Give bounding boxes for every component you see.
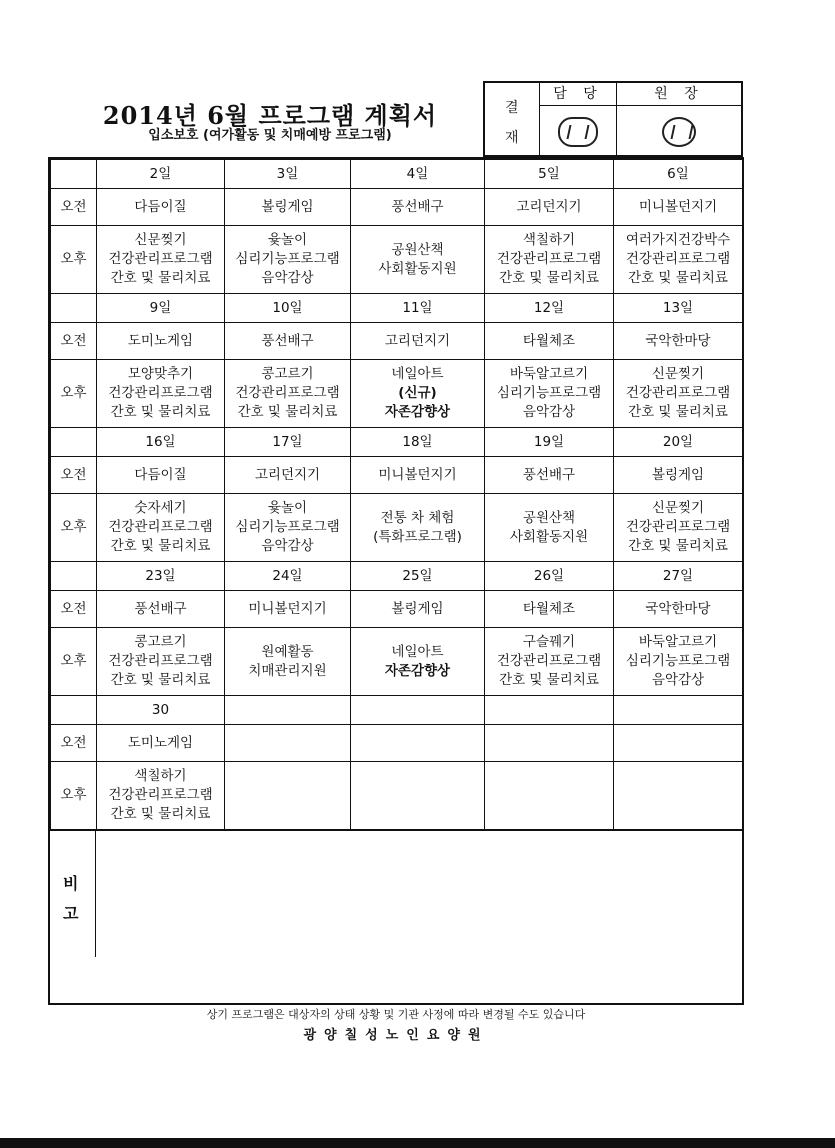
activity-line: 간호 및 물리치료 [237,404,338,420]
date-cell: 3일 [225,160,351,189]
page-subtitle: 입소보호 (여가활동 및 치매예방 프로그램) [148,128,392,143]
afternoon-activity [351,762,485,830]
activity-line: 건강관리프로그램 [108,385,213,401]
afternoon-activity [614,360,743,428]
activity-line: 신문찢기 [651,500,705,516]
activity-line: 사회활동지원 [378,260,457,277]
morning-row [51,457,743,494]
morning-activity: 타월체조 [485,323,614,360]
remarks-section [50,830,742,957]
remarks-label-1: 비 [63,874,79,893]
activity-line: 간호 및 물리치료 [110,404,211,420]
pm-label: 오후 [51,226,97,294]
morning-activity: 도미노게임 [97,323,225,360]
activity-line: 전통 차 체험 [380,509,455,526]
afternoon-activity [614,226,743,294]
approval-box [483,81,743,157]
activity-line: 바둑알고르기 [638,634,718,650]
afternoon-activity [97,762,225,830]
date-row [51,294,743,323]
activity-line: 간호 및 물리치료 [110,672,211,688]
morning-activity: 풍선배구 [485,457,614,494]
morning-activity: 타월체조 [485,591,614,628]
activity-line: 음악감상 [522,404,576,420]
manager-signature-stamp [558,117,598,147]
morning-row [51,323,743,360]
morning-activity: 다듬이질 [97,457,225,494]
afternoon-activity [225,360,351,428]
activity-line: 건강관리프로그램 [108,787,213,803]
activity-line: 심리기능프로그램 [235,519,340,535]
date-cell: 17일 [225,428,351,457]
activity-line: 공원산책 [391,241,444,258]
activity-line: 자존감향상 [384,404,451,420]
afternoon-row [51,494,743,562]
date-cell: 27일 [614,562,743,591]
activity-line: 간호 및 물리치료 [499,270,599,286]
page-title: 2014년 6월 프로그램 계획서 [102,101,438,130]
activity-line: (특화프로그램) [373,528,462,545]
activity-line: 윷놀이 [267,232,308,248]
morning-activity: 풍선배구 [97,591,225,628]
morning-activity [485,725,614,762]
scan-edge [0,1138,835,1148]
activity-line: 심리기능프로그램 [625,653,731,669]
morning-activity: 미니볼던지기 [225,591,351,628]
morning-activity: 고리던지기 [485,189,614,226]
activity-line: 치매관리지원 [248,662,327,679]
pm-label: 오후 [51,360,97,428]
pm-label: 오후 [51,494,97,562]
activity-line: 건강관리프로그램 [108,653,213,669]
am-label: 오전 [51,457,97,494]
date-cell: 18일 [351,428,485,457]
date-cell: 25일 [351,562,485,591]
activity-line: 간호 및 물리치료 [628,270,728,286]
morning-activity: 국악한마당 [614,591,743,628]
afternoon-activity [485,494,614,562]
date-row [51,428,743,457]
am-label: 오전 [51,591,97,628]
morning-activity: 고리던지기 [351,323,485,360]
activity-line: 심리기능프로그램 [235,251,340,267]
approval-label [485,83,540,155]
morning-activity: 도미노게임 [97,725,225,762]
activity-line: 건강관리프로그램 [108,251,213,267]
morning-activity [351,725,485,762]
activity-line: 자존감향상 [384,662,451,679]
date-cell: 11일 [351,294,485,323]
afternoon-activity [614,628,743,696]
approval-director-column [617,83,741,155]
date-cell: 30 [97,696,225,725]
morning-activity: 볼링게임 [225,189,351,226]
afternoon-activity [351,360,485,428]
date-row-spacer [51,562,97,591]
activity-line: 색칠하기 [134,768,187,784]
date-cell: 4일 [351,160,485,189]
morning-activity: 풍선배구 [351,189,485,226]
activity-line: 콩고르기 [134,634,187,650]
morning-activity: 볼링게임 [614,457,743,494]
approval-label-1: 결 [505,100,519,116]
afternoon-activity [97,226,225,294]
activity-line: 신문찢기 [651,366,705,382]
date-row [51,160,743,189]
afternoon-activity [97,628,225,696]
morning-activity: 풍선배구 [225,323,351,360]
activity-line: 음악감상 [261,538,314,554]
activity-line: 사회활동지원 [509,528,589,545]
afternoon-activity [225,762,351,830]
afternoon-activity [485,360,614,428]
date-cell [351,696,485,725]
activity-line: 음악감상 [261,270,314,286]
activity-line: 음악감상 [651,672,705,688]
morning-activity [614,725,743,762]
afternoon-row [51,762,743,830]
date-cell: 24일 [225,562,351,591]
morning-activity: 미니볼던지기 [614,189,743,226]
date-cell: 6일 [614,160,743,189]
date-row-spacer [51,696,97,725]
schedule-table [50,159,743,830]
afternoon-activity [225,628,351,696]
date-cell [225,696,351,725]
activity-line: 건강관리프로그램 [625,385,731,401]
activity-line: 건강관리프로그램 [625,251,731,267]
activity-line: 간호 및 물리치료 [628,538,728,554]
approval-manager-column [540,83,617,155]
activity-line: 건강관리프로그램 [108,519,213,535]
pm-label: 오후 [51,628,97,696]
activity-line: 건강관리프로그램 [496,653,602,669]
activity-line: 간호 및 물리치료 [110,538,211,554]
date-cell: 5일 [485,160,614,189]
activity-line: 네일아트 [391,366,444,382]
date-cell: 9일 [97,294,225,323]
activity-line: 숫자세기 [134,500,187,516]
afternoon-activity [351,494,485,562]
afternoon-activity [97,494,225,562]
activity-line: 윷놀이 [267,500,308,516]
afternoon-row [51,360,743,428]
activity-line: 심리기능프로그램 [496,385,602,401]
date-cell: 19일 [485,428,614,457]
date-cell: 26일 [485,562,614,591]
director-signature-stamp [662,117,696,147]
footer-note: 상기 프로그램은 대상자의 상태 상황 및 기관 사정에 따라 변경될 수도 있습니다 [206,1008,586,1021]
date-row-spacer [51,294,97,323]
pm-label: 오후 [51,762,97,830]
activity-line: 간호 및 물리치료 [110,806,211,822]
date-cell: 10일 [225,294,351,323]
afternoon-activity [351,628,485,696]
date-cell: 13일 [614,294,743,323]
am-label: 오전 [51,725,97,762]
activity-line: 콩고르기 [261,366,314,382]
remarks-label-2: 고 [63,904,79,923]
activity-line: 공원산책 [522,509,576,526]
morning-activity [225,725,351,762]
approval-director-header: 원 장 [617,83,741,106]
am-label: 오전 [51,323,97,360]
schedule-sheet [48,157,744,1005]
date-cell: 16일 [97,428,225,457]
morning-activity: 볼링게임 [351,591,485,628]
date-cell: 20일 [614,428,743,457]
afternoon-row [51,628,743,696]
morning-activity: 고리던지기 [225,457,351,494]
date-row-spacer [51,428,97,457]
date-cell: 2일 [97,160,225,189]
activity-line: 구슬꿰기 [522,634,576,650]
organization-name: 광양칠성노인요양원 [303,1028,489,1043]
activity-line: 색칠하기 [522,232,576,248]
activity-line: 신문찢기 [134,232,187,248]
activity-line: 간호 및 물리치료 [499,672,599,688]
activity-line: 건강관리프로그램 [496,251,602,267]
afternoon-activity [614,494,743,562]
afternoon-activity [225,226,351,294]
am-label: 오전 [51,189,97,226]
approval-manager-header: 담 당 [540,83,616,106]
morning-activity: 국악한마당 [614,323,743,360]
afternoon-activity [485,628,614,696]
morning-activity: 다듬이질 [97,189,225,226]
afternoon-activity [351,226,485,294]
date-cell [614,696,743,725]
activity-line: 간호 및 물리치료 [110,270,211,286]
activity-line: 모양맞추기 [127,366,194,382]
date-row [51,562,743,591]
afternoon-activity [97,360,225,428]
activity-line: 간호 및 물리치료 [628,404,728,420]
activity-line: 네일아트 [391,643,444,660]
date-row-spacer [51,160,97,189]
activity-line: 여러가지건강박수 [625,232,731,248]
morning-row [51,189,743,226]
remarks-label [50,831,96,957]
morning-row [51,725,743,762]
date-cell: 12일 [485,294,614,323]
morning-activity: 미니볼던지기 [351,457,485,494]
activity-line: (신규) [398,385,437,401]
approval-label-2: 재 [505,130,519,146]
date-row [51,696,743,725]
afternoon-row [51,226,743,294]
activity-line: 건강관리프로그램 [235,385,340,401]
afternoon-activity [485,226,614,294]
activity-line: 원예활동 [261,643,314,660]
morning-row [51,591,743,628]
date-cell [485,696,614,725]
afternoon-activity [225,494,351,562]
activity-line: 바둑알고르기 [509,366,589,382]
afternoon-activity [485,762,614,830]
activity-line: 건강관리프로그램 [625,519,731,535]
afternoon-activity [614,762,743,830]
date-cell: 23일 [97,562,225,591]
